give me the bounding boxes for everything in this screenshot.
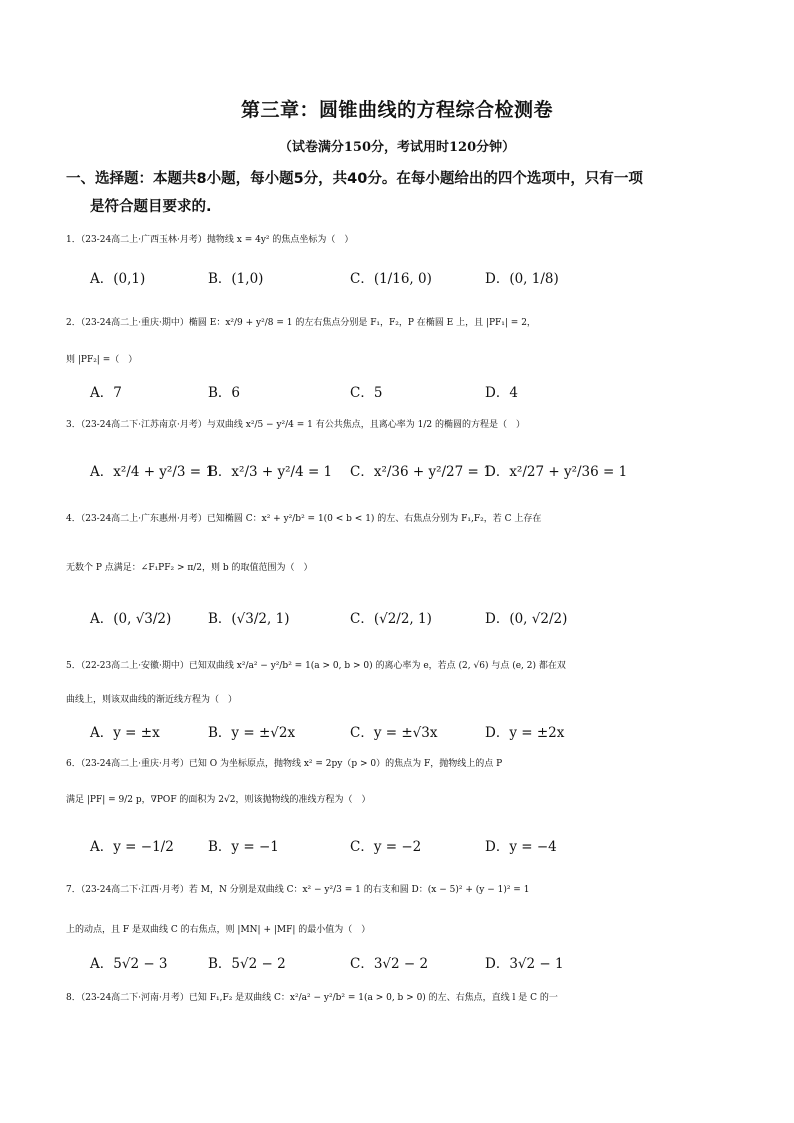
option-c: C．5 [350,385,383,401]
option-a: A．(0, √3/2) [90,611,172,627]
option-d: D．(0, √2/2) [485,611,568,627]
option-d: D．y = ±2x [485,725,565,741]
question-1-options [90,262,730,292]
option-b: B．5√2 − 2 [208,956,286,972]
question-4-options [90,602,730,632]
section-heading-line1: 一、选择题：本题共8小题，每小题5分，共40分。在每小题给出的四个选项中，只有一项 [66,171,643,187]
option-c: C．y = −2 [350,839,422,855]
option-c: C．(√2/2, 1) [350,611,432,627]
question-4: 4．（23-24高二上·广东惠州·月考）已知椭圆 C：x² + y²/b² = 1(0 < b < 1) 的左、右焦点分别为 F₁,F₂，若 C 上存在 [66,514,542,524]
question-8: 8．（23-24高二下·河南·月考）已知 F₁,F₂ 是双曲线 C：x²/a² − y²/b² = 1(a > 0, b > 0) 的左、右焦点，直线 l 是 C 的一 [66,993,558,1003]
option-c: C．(1/16, 0) [350,271,432,287]
question-3: 3．（23-24高二下·江苏南京·月考）与双曲线 x²/5 − y²/4 = 1 有公共焦点，且离心率为 1/2 的椭圆的方程是（ ） [66,420,525,430]
question-7: 7．（23-24高二下·江西·月考）若 M，N 分别是双曲线 C：x² − y²/3 = 1 的右支和圆 D：(x − 5)² + (y − 1)² = 1 [66,885,530,895]
page-title: 第三章：圆锥曲线的方程综合检测卷 [240,99,553,121]
question-6-cont: 满足 |PF| = 9/2 p，∇POF 的面积为 2√2，则该抛物线的准线方程为（ ） [66,795,371,805]
section-heading-line2: 是符合题目要求的. [90,199,212,215]
question-4-cont: 无数个 P 点满足：∠F₁PF₂ > π/2，则 b 的取值范围为（ ） [66,563,313,573]
option-d: D．y = −4 [485,839,557,855]
option-d: D．x²/27 + y²/36 = 1 [485,464,628,480]
question-6: 6．（23-24高二上·重庆·月考）已知 O 为坐标原点，抛物线 x² = 2py（p > 0）的焦点为 F，抛物线上的点 P [66,759,503,769]
option-b: B．(√3/2, 1) [208,611,290,627]
section-heading [66,165,736,221]
option-d: D．3√2 − 1 [485,956,564,972]
question-2-options [90,376,730,406]
option-a: A．x²/4 + y²/3 = 1 [90,464,214,480]
option-b: B．(1,0) [208,271,264,287]
option-a: A．(0,1) [90,271,146,287]
question-7-options [90,947,730,977]
option-d: D．4 [485,385,518,401]
option-c: C．3√2 − 2 [350,956,429,972]
option-a: A．7 [90,385,122,401]
option-b: B．6 [208,385,241,401]
question-5: 5．（22-23高二上·安徽·期中）已知双曲线 x²/a² − y²/b² = 1(a > 0, b > 0) 的离心率为 e，若点 (2, √6) 与点 (e, 2) 都在双 [66,661,566,671]
option-b: B．x²/3 + y²/4 = 1 [208,464,333,480]
question-5-options [90,716,730,746]
option-d: D．(0, 1/8) [485,271,559,287]
page-subtitle: （试卷满分150分，考试用时120分钟） [278,140,516,155]
question-7-cont: 上的动点，且 F 是双曲线 C 的右焦点，则 |MN| + |MF| 的最小值为（ ） [66,925,371,935]
question-6-options [90,830,730,860]
option-b: B．y = −1 [208,839,279,855]
option-a: A．y = −1/2 [90,839,174,855]
option-b: B．y = ±√2x [208,725,296,741]
question-2: 2．（23-24高二上·重庆·期中）椭圆 E：x²/9 + y²/8 = 1 的左右焦点分别是 F₁，F₂，P 在椭圆 E 上，且 |PF₁| = 2， [66,318,536,328]
question-5-cont: 曲线上，则该双曲线的渐近线方程为（ ） [66,695,238,705]
question-2-cont: 则 |PF₂| =（ ） [66,355,138,365]
question-3-options [90,455,730,485]
option-c: C．y = ±√3x [350,725,438,741]
option-a: A．5√2 − 3 [90,956,168,972]
option-c: C．x²/36 + y²/27 = 1 [350,464,492,480]
option-a: A．y = ±x [90,725,160,741]
question-1: 1．（23-24高二上·广西玉林·月考）抛物线 x = 4y² 的焦点坐标为（ ） [66,235,354,245]
